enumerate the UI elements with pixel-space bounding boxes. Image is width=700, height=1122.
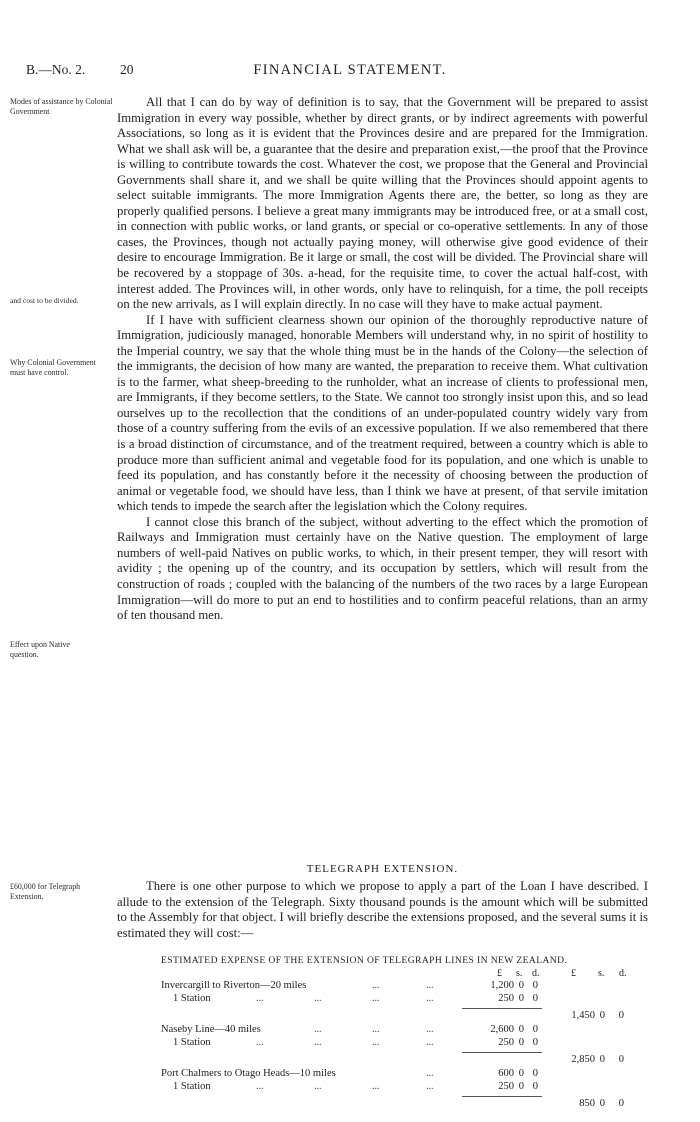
paragraph-control: If I have with sufficient clearness shown our opinion of the thoroughly reproductive nature of Immigration, judiciously managed, honorable Members will understand why, in no spirit of hostility to the Imperial country, we say that the whole thing must be in the hands of the Colony—the selection of the immigrants, the decision of how many are wanted, the preparation to receive them. What cultivation is to the farmer, what sheep-breeding to the runholder, what an increase of clients to professional men, are Immigrants, if they become settlers, to the State. We cannot too strongly insist upon this, and so lead ourselves up to the recollection that the conditions of an under-populated country widely vary from those of a country suffering from the evils of an excessive population. If we also remembered that there is a broad distinction of circumstance, and of the treatment required, between a country which is able to produce more than sufficient animal and vegetable food for its population, and one which is unable to feed its population, and has constantly before it the necessity of choosing between the production of animal or vegetable food, we should have less, than I think we have at present, of that servile imitation which tends to impede the search after the legislation which the Colony requires. [117, 312, 648, 514]
leader-dots: ... [314, 1081, 322, 1092]
table-row-label: Naseby Line—40 miles [161, 1024, 261, 1035]
paragraph-assistance: All that I can do by way of definition is to say, that the Government will be prepared to assist Immigration in every way possible, whether by direct grants, or by indirect agreements with powerful Associations, so long as it is evident that the Provinces desire and are prepared for the Immigration. What we shall ask will be, a guarantee that the desire and preparation exist,—the proof that the Province is willing to contribute towards the cost. Whatever the cost, we propose that the General and Provincial Governments shall share it, and we shall be quite willing that the Provinces should appoint agents to select suitable immigrants. The more Immigration Agents there are, the better, so long as they are properly qualified persons. I believe a great many immigrants may be introduced free, or at a small cost, in connection with public works, or land grants, or special or co-operative settlements. In any of those cases, the Provinces, though not actually paying money, will otherwise give good evidence of their desire to encourage Immigration. Be it large or small, the cost will be divided. The Provincial share will be recovered by a stoppage of 30s. a-head, for the requisite time, to cover the actual half-cost, with interest added. The Provinces will, in other words, only have to relinquish, for a time, the poll receipts on the new arrivals, as I will explain directly. In no case will they have to make actual payment. [117, 95, 648, 312]
table-cell-total-d: 0 [618, 1054, 624, 1065]
table-row-sub-label: 1 Station [173, 1037, 211, 1048]
leader-dots: ... [314, 993, 322, 1004]
leader-dots: ... [372, 1024, 380, 1035]
table-cell-amount: 250 [498, 993, 514, 1004]
table-cell-d: 0 [532, 1024, 538, 1035]
table-cell-d: 0 [532, 980, 538, 991]
table-cell-s: 0 [518, 993, 524, 1004]
table-row-label: Invercargill to Riverton—20 miles [161, 980, 307, 991]
table-cell-d: 0 [532, 1068, 538, 1079]
leader-dots: ... [256, 1081, 264, 1092]
margin-note-colonial-control: Why Colonial Government must have control. [10, 358, 96, 377]
col-header-pounds: £ [497, 968, 502, 979]
paragraph-telegraph: There is one other purpose to which we propose to apply a part of the Loan I have described. I allude to the extension of the Telegraph. Sixty thousand pounds is the amount which will be submitted to the Assembly for that object. I will briefly describe the extensions proposed, and the several sums it is estimated they will cost:— [117, 879, 648, 940]
leader-dots: ... [372, 1037, 380, 1048]
table-cell-amount: 250 [498, 1037, 514, 1048]
margin-note-cost-divided: and cost to be divided. [10, 296, 79, 305]
document-reference: B.—No. 2. [26, 62, 86, 77]
section-title-telegraph: TELEGRAPH EXTENSION. [306, 863, 459, 875]
col-header-total-pence: d. [619, 968, 627, 979]
leader-dots: ... [314, 1037, 322, 1048]
page-header [0, 62, 700, 82]
table-cell-total-d: 0 [618, 1098, 624, 1109]
table-cell-s: 0 [518, 1024, 524, 1035]
page-title: FINANCIAL STATEMENT. [253, 62, 447, 78]
table-cell-d: 0 [532, 993, 538, 1004]
leader-dots: ... [372, 993, 380, 1004]
table-row-label: Port Chalmers to Otago Heads—10 miles [161, 1068, 336, 1079]
table-cell-s: 0 [518, 1068, 524, 1079]
table-cell-amount: 2,600 [490, 1024, 514, 1035]
table-cell-total-s: 0 [599, 1054, 605, 1065]
table-cell-s: 0 [518, 1081, 524, 1092]
table-cell-s: 0 [518, 1037, 524, 1048]
leader-dots: ... [372, 980, 380, 991]
margin-note-native-question: Effect upon Native question. [10, 640, 70, 659]
table-cell-amount: 1,200 [490, 980, 514, 991]
table-cell-d: 0 [532, 1081, 538, 1092]
table-cell-total-d: 0 [618, 1010, 624, 1021]
leader-dots: ... [426, 1024, 434, 1035]
col-header-total-pounds: £ [571, 968, 576, 979]
leader-dots: ... [426, 993, 434, 1004]
page-number: 20 [120, 62, 134, 77]
leader-dots: ... [426, 1068, 434, 1079]
col-header-total-shillings: s. [598, 968, 605, 979]
table-cell-total: 1,450 [571, 1010, 595, 1021]
paragraph-native-question: I cannot close this branch of the subject, without adverting to the effect which the promotion of Railways and Immigration must certainly have on the Native question. The employment of large numbers of well-paid Natives on public works, to which, in their present temper, they will resort with avidity ; the opening up of the country, and its occupation by settlers, which will result from the construction of roads ; coupled with the balancing of the numbers of the two races by a large European Immigration—will do more to put an end to hostilities and to confirm peaceful relations, than an army of ten thousand men. [117, 514, 648, 623]
leader-dots: ... [426, 980, 434, 991]
col-header-pence: d. [532, 968, 540, 979]
leader-dots: ... [426, 1081, 434, 1092]
leader-dots: ... [256, 1037, 264, 1048]
table-title: ESTIMATED EXPENSE OF THE EXTENSION OF TELEGRAPH LINES IN NEW ZEALAND. [161, 955, 568, 966]
table-cell-d: 0 [532, 1037, 538, 1048]
table-row-sub-label: 1 Station [173, 1081, 211, 1092]
leader-dots: ... [372, 1081, 380, 1092]
subtotal-rule [462, 1052, 542, 1053]
table-cell-amount: 250 [498, 1081, 514, 1092]
table-cell-s: 0 [518, 980, 524, 991]
table-row-sub-label: 1 Station [173, 993, 211, 1004]
subtotal-rule [462, 1008, 542, 1009]
body-text-telegraph [117, 879, 648, 941]
body-text-immigration [117, 95, 648, 624]
leader-dots: ... [314, 1024, 322, 1035]
table-cell-total: 850 [579, 1098, 595, 1109]
col-header-shillings: s. [516, 968, 523, 979]
table-cell-total-s: 0 [599, 1010, 605, 1021]
table-cell-total: 2,850 [571, 1054, 595, 1065]
subtotal-rule [462, 1096, 542, 1097]
margin-note-modes: Modes of assistance by Colonial Government [10, 97, 113, 116]
leader-dots: ... [256, 993, 264, 1004]
leader-dots: ... [426, 1037, 434, 1048]
table-cell-total-s: 0 [599, 1098, 605, 1109]
margin-note-telegraph: £60,000 for Telegraph Extension. [10, 882, 81, 901]
table-cell-amount: 600 [498, 1068, 514, 1079]
